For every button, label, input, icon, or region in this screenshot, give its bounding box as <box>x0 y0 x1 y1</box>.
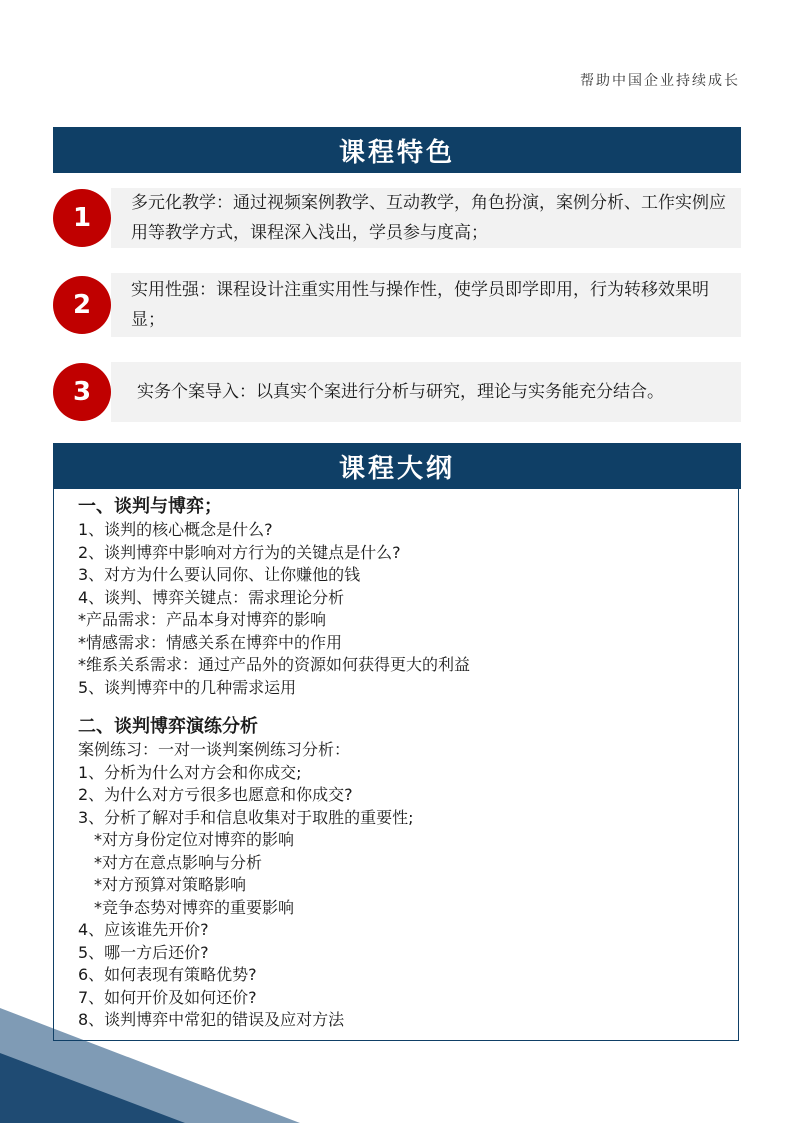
outline-line: 2、为什么对方亏很多也愿意和你成交? <box>78 785 353 804</box>
header-tagline: 帮助中国企业持续成长 <box>580 73 740 89</box>
outline-line: 3、对方为什么要认同你、让你赚他的钱 <box>78 565 361 584</box>
feature-text: 多元化教学：通过视频案例教学、互动教学，角色扮演，案例分析、工作实例应用等教学方式，课程深入浅出，学员参与度高； <box>131 193 726 243</box>
feature-text: 实务个案导入：以真实个案进行分析与研究，理论与实务能充分结合。 <box>137 382 664 402</box>
feature-number-badge: 2 <box>53 276 111 334</box>
outline-sub-line: *竞争态势对博弈的重要影响 <box>94 897 295 917</box>
outline-line: 1、分析为什么对方会和你成交; <box>78 762 302 782</box>
outline-line: 2、谈判博弈中影响对方行为的关键点是什么? <box>78 542 401 562</box>
outline-line: 6、如何表现有策略优势? <box>78 965 257 984</box>
outline-line: *产品需求：产品本身对博弈的影响 <box>78 610 327 629</box>
outline-line: *情感需求：情感关系在博弈中的作用 <box>78 632 343 652</box>
outline-sub-line: *对方预算对策略影响 <box>94 875 247 894</box>
feature-item <box>53 273 741 337</box>
outline-line: 1、谈判的核心概念是什么? <box>78 520 273 539</box>
outline-line: 4、谈判、博弈关键点：需求理论分析 <box>78 587 345 607</box>
outline-line: 5、谈判博弈中的几种需求运用 <box>78 677 297 697</box>
feature-number-badge: 3 <box>53 363 111 421</box>
outline-line: 3、分析了解对手和信息收集对于取胜的重要性; <box>78 807 414 827</box>
outline-line: 4、应该谁先开价? <box>78 920 209 939</box>
course-outline-box <box>53 489 739 1041</box>
outline-sub-line: *对方身份定位对博弈的影响 <box>94 830 295 849</box>
section-title-course-features: 课程特色 <box>53 127 741 173</box>
feature-item <box>53 362 741 422</box>
outline-part2-heading: 二、谈判博弈演练分析 <box>78 716 258 737</box>
outline-line: 7、如何开价及如何还价? <box>78 987 257 1007</box>
outline-line: 8、谈判博弈中常犯的错误及应对方法 <box>78 1010 345 1029</box>
outline-line: 案例练习：一对一谈判案例练习分析： <box>78 740 351 759</box>
outline-line: *维系关系需求：通过产品外的资源如何获得更大的利益 <box>78 655 471 674</box>
outline-part1-heading: 一、谈判与博弈； <box>78 496 222 517</box>
outline-line: 5、哪一方后还价? <box>78 942 209 962</box>
feature-text: 实用性强：课程设计注重实用性与操作性，使学员即学即用，行为转移效果明显； <box>131 280 709 330</box>
section-title-course-outline: 课程大纲 <box>53 443 741 489</box>
outline-sub-line: *对方在意点影响与分析 <box>94 852 263 872</box>
feature-item <box>53 188 741 248</box>
feature-number-badge: 1 <box>53 189 111 247</box>
